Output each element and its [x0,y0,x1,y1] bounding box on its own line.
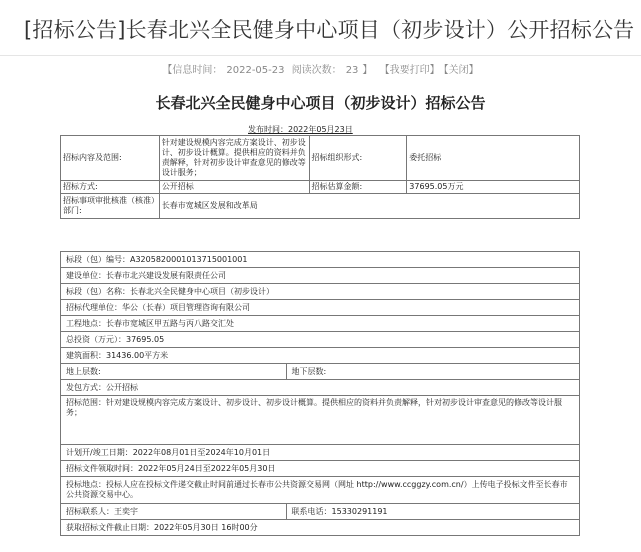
close-link[interactable]: 【关闭】 [443,65,479,76]
table-row [61,194,580,219]
method-value: 公开招标 [159,181,309,194]
approval-label: 招标事项审批核准（核准）部门: [61,194,160,219]
table-row [61,364,580,380]
info-time-label: 【信息时间： [162,65,223,76]
section-name: 标段（包）名称：长春北兴全民健身中心项目（初步设计） [61,284,580,300]
print-link[interactable]: 【我要打印】 [379,65,440,76]
doc-deadline: 获取招标文件截止日期：2022年05月30日 16时00分 [61,520,580,536]
table-row [61,268,580,284]
org-form-value: 委托招标 [407,136,580,181]
scope-value: 针对建设规模内容完成方案设计、初步设计、初步设计概算。提供相应的资料并负责解释，针对初步设计审查意见的修改等设计服务； [159,136,309,181]
table-row [61,284,580,300]
publish-time: 发布时间：2022年05月23日 [248,125,353,134]
scope-label: 招标内容及范围: [61,136,160,181]
contract-method: 发包方式：公开招标 [61,380,580,396]
table-row [61,181,580,194]
building-area: 建筑面积：31436.00平方米 [61,348,580,364]
table-row [61,348,580,364]
contact-person: 招标联系人：王奕宇 [61,504,287,520]
above-ground-floors: 地上层数: [61,364,287,380]
detail-table [60,251,580,536]
views-label: 阅读次数： [291,65,342,76]
org-form-label: 招标组织形式: [309,136,407,181]
tender-scope: 招标范围：针对建设规模内容完成方案设计、初步设计、初步设计概算。提供相应的资料并负责解释，针对初步设计审查意见的修改等设计服务； [61,396,580,445]
table-row [61,477,580,504]
investment: 总投资（万元）：37695.05 [61,332,580,348]
table-row [61,445,580,461]
approval-value: 长春市宽城区发展和改革局 [159,194,579,219]
views-close: 】 [362,65,373,76]
table-row [61,332,580,348]
schedule: 计划开/竣工日期：2022年08月01日至2024年10月01日 [61,445,580,461]
method-label: 招标方式: [61,181,160,194]
info-time: 2022-05-23 [226,65,285,76]
summary-table [60,135,580,219]
table-row [61,136,580,181]
agent: 招标代理单位：华公（长春）项目管理咨询有限公司 [61,300,580,316]
below-ground-floors: 地下层数: [286,364,579,380]
doc-receive-time: 招标文件领取时间：2022年05月24日至2022年05月30日 [61,461,580,477]
table-row [61,396,580,445]
bid-address: 投标地点：投标人应在投标文件递交截止时间前通过长春市公共资源交易网（网址 http://www.ccggzy.com.cn/）上传电子投标文件至长春市公共资源交易中心。 [61,477,580,504]
amount-value: 37695.05万元 [407,181,580,194]
views-count: 23 [345,65,359,76]
table-row [61,380,580,396]
table-row [61,252,580,268]
section-code: 标段（包）编号：A3205820001013715001001 [61,252,580,268]
table-row [61,300,580,316]
table-row [61,316,580,332]
location: 工程地点：长春市宽城区甲五路与丙八路交汇处 [61,316,580,332]
builder: 建设单位：长春市北兴建设发展有限责任公司 [61,268,580,284]
amount-label: 招标估算金额: [309,181,407,194]
table-row [61,520,580,536]
info-bar [0,61,641,76]
divider [0,55,641,56]
table-row [61,461,580,477]
document-title: 长春北兴全民健身中心项目（初步设计）招标公告 [155,94,486,112]
contact-phone: 联系电话：15330291191 [286,504,579,520]
table-row [61,504,580,520]
page-title: [招标公告]长春北兴全民健身中心项目（初步设计）公开招标公告 [24,18,635,42]
